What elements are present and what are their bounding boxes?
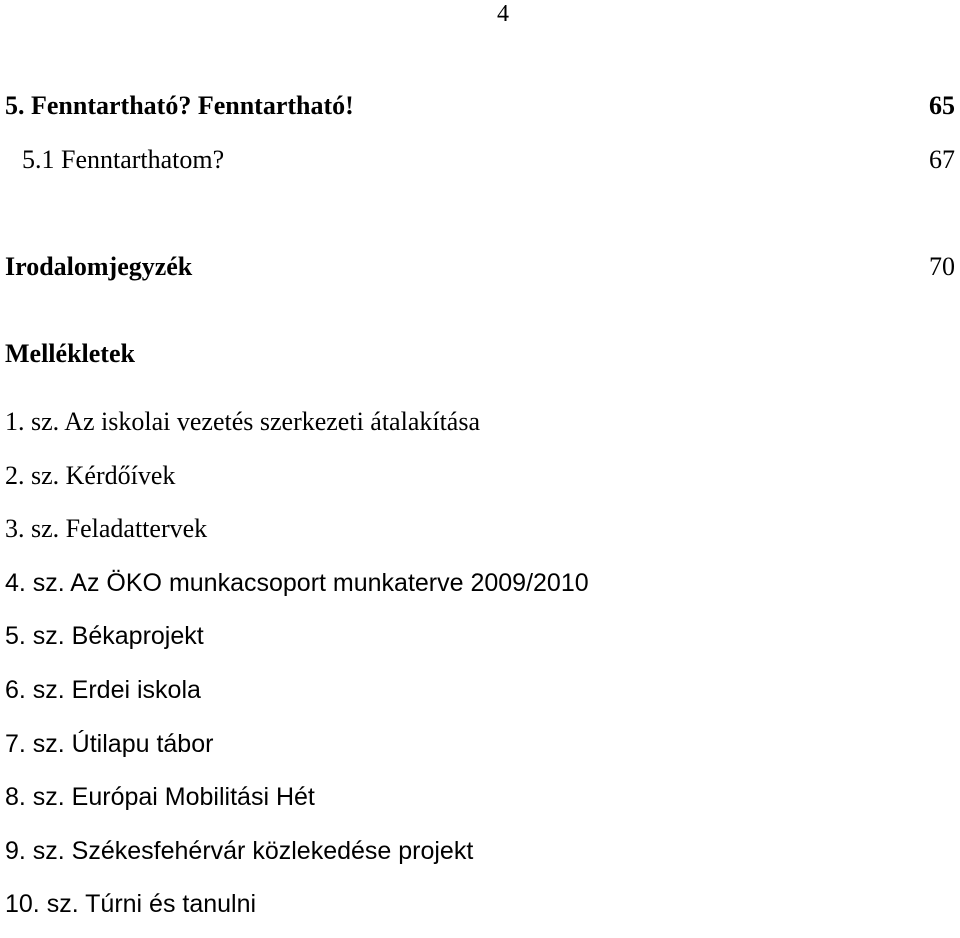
- toc-entry-bibliography: [5, 251, 955, 283]
- appendix-item: 5. sz. Békaprojekt: [5, 622, 204, 651]
- appendix-item: 2. sz. Kérdőívek: [5, 460, 176, 490]
- appendix-item: 3. sz. Feladattervek: [5, 514, 208, 544]
- page-number: 4: [497, 1, 509, 27]
- appendix-list: [5, 402, 589, 938]
- appendix-item: 1. sz. Az iskolai vezetés szerkezeti átalakítása: [5, 407, 481, 436]
- toc-entry-page: 70: [929, 252, 955, 281]
- appendix-item: 7. sz. Útilapu tábor: [5, 729, 214, 758]
- toc-entry-label: 5.1 Fenntarthatom?: [22, 145, 225, 174]
- appendix-item: 10. sz. Túrni és tanulni: [5, 890, 257, 919]
- appendix-heading: Mellékletek: [5, 339, 135, 368]
- appendix-item: 9. sz. Székesfehérvár közlekedése projekt: [5, 836, 474, 865]
- toc-entry-label: 5. Fenntartható? Fenntartható!: [5, 91, 354, 120]
- toc-entry-label: Irodalomjegyzék: [5, 252, 193, 281]
- toc-entry-page: 67: [929, 145, 955, 174]
- appendix-item: 4. sz. Az ÖKO munkacsoport munkaterve 2009/2010: [5, 568, 589, 597]
- toc-entry-section-5-1: [22, 144, 955, 176]
- appendix-item: 6. sz. Erdei iskola: [5, 675, 201, 704]
- appendix-item: 8. sz. Európai Mobilitási Hét: [5, 783, 315, 812]
- toc-entry-chapter-5: [5, 90, 955, 122]
- toc-entry-page: 65: [929, 91, 955, 120]
